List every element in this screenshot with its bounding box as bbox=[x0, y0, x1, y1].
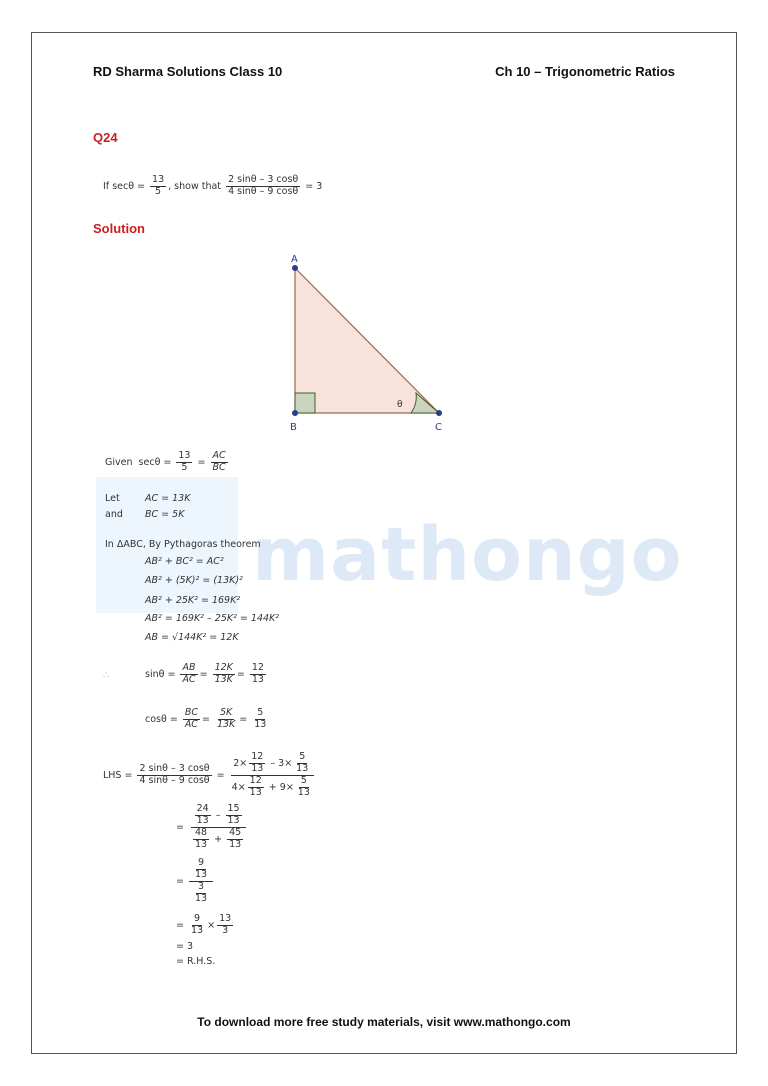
pythagoras-line-1: AB² + BC² = AC² bbox=[145, 556, 224, 567]
point-a bbox=[292, 265, 298, 271]
cos-line: cosθ = $\frac{BC}{AC}$ = $\frac{5K}{13K}$ = $\frac{5}{13}$ bbox=[145, 707, 267, 730]
point-b bbox=[292, 410, 298, 416]
sin-fraction-3: $\frac{12}{13}$ bbox=[251, 662, 264, 685]
q-if: If bbox=[103, 180, 110, 192]
watermark-text: mathongo bbox=[252, 512, 683, 598]
sin-fraction-1: $\frac{AB}{AC}$ bbox=[182, 662, 196, 685]
lhs-sub-numerator: 2× $\frac{12}{13}$ – 3× $\frac{5}{13}$ bbox=[231, 752, 314, 776]
step-5: = 3 bbox=[176, 941, 194, 952]
step-6: = R.H.S. bbox=[176, 956, 216, 967]
step-2: = $\frac{24}{13}$ – $\frac{15}{13}$ $\frac{48}{13}$ + $\frac{45}{13}$ bbox=[176, 804, 249, 851]
cos-fraction-2: $\frac{5K}{13K}$ bbox=[216, 707, 236, 730]
step-4: = $\frac{9}{13}$ × $\frac{13}{3}$ bbox=[176, 913, 232, 936]
lhs-fraction: $\frac{2 \sin\theta - 3 \cos\theta}{4 \sin\theta - 9 \cos\theta}$ bbox=[139, 762, 210, 786]
label-theta: θ bbox=[397, 400, 403, 410]
label-c: C bbox=[435, 422, 442, 433]
therefore-symbol: ∴ bbox=[103, 670, 110, 681]
pythagoras-intro: In ΔABC, By Pythagoras theorem bbox=[105, 539, 261, 550]
let-word: Let bbox=[105, 493, 120, 504]
and-word: and bbox=[105, 509, 123, 520]
header-right: Ch 10 – Trigonometric Ratios bbox=[495, 64, 675, 79]
solution-label: Solution bbox=[93, 221, 145, 236]
right-angle-marker bbox=[295, 393, 315, 413]
lhs-sub-denominator: 4× $\frac{12}{13}$ + 9× $\frac{5}{13}$ bbox=[231, 774, 310, 798]
pythagoras-line-2: AB² + (5K)² = (13K)² bbox=[145, 575, 243, 586]
step-2-fraction: $\frac{24}{13}$ – $\frac{15}{13}$ $\frac{48}{13}$ + $\frac{45}{13}$ bbox=[189, 804, 247, 851]
cos-fraction-1: $\frac{BC}{AC}$ bbox=[184, 707, 198, 730]
triangle-shape bbox=[295, 268, 439, 413]
question-statement bbox=[103, 175, 322, 198]
sin-line: sinθ = $\frac{AB}{AC}$ = $\frac{12K}{13K}$ = $\frac{12}{13}$ bbox=[145, 662, 264, 685]
q-expression-fraction: $\frac{2 \sin\theta - 3 \cos\theta}{4 \sin\theta - 9 \cos\theta}$ bbox=[228, 174, 299, 197]
q-given-fraction: $\frac{13}{5}$ bbox=[152, 174, 165, 197]
right-triangle-figure bbox=[282, 250, 462, 436]
footer-text: To download more free study materials, visit www.mathongo.com bbox=[197, 1015, 571, 1029]
step-3: = $\frac{\frac{9}{13}}{\frac{3}{13}}$ bbox=[176, 858, 215, 905]
point-c bbox=[436, 410, 442, 416]
let-ac: AC = 13K bbox=[145, 493, 191, 504]
label-b: B bbox=[290, 422, 297, 433]
given-fraction-1: $\frac{13}{5}$ bbox=[178, 450, 191, 473]
let-bc: BC = 5K bbox=[145, 509, 185, 520]
pythagoras-line-3: AB² + 25K² = 169K² bbox=[145, 595, 241, 606]
q-rhs: = 3 bbox=[305, 180, 323, 192]
pythagoras-line-5: AB = √144K² = 12K bbox=[145, 632, 239, 643]
step-3-fraction: $\frac{\frac{9}{13}}{\frac{3}{13}}$ bbox=[189, 858, 213, 905]
given-fraction-2: $\frac{AC}{BC}$ bbox=[212, 450, 226, 473]
cos-fraction-3: $\frac{5}{13}$ bbox=[254, 707, 267, 730]
question-label: Q24 bbox=[93, 130, 118, 145]
header-left: RD Sharma Solutions Class 10 bbox=[93, 64, 283, 79]
lhs-substituted-fraction bbox=[230, 752, 316, 799]
sin-fraction-2: $\frac{12K}{13K}$ bbox=[214, 662, 233, 685]
pythagoras-line-4: AB² = 169K² – 25K² = 144K² bbox=[145, 613, 280, 624]
lhs-line: LHS = $\frac{2 \sin\theta - 3 \cos\theta}{4 \sin\theta - 9 \cos\theta}$ = 2× $\frac{12}{13}$ – 3× $\frac{5}{13}$ 4× $\frac{12}{13}$ + 9× $\frac{5}{13}$ bbox=[103, 752, 318, 799]
given-line: Given secθ = $\frac{13}{5}$ = $\frac{AC}{BC}$ bbox=[105, 450, 226, 473]
label-a: A bbox=[291, 254, 298, 265]
q-sec: secθ = bbox=[112, 180, 145, 192]
q-show-that: , show that bbox=[168, 180, 222, 192]
